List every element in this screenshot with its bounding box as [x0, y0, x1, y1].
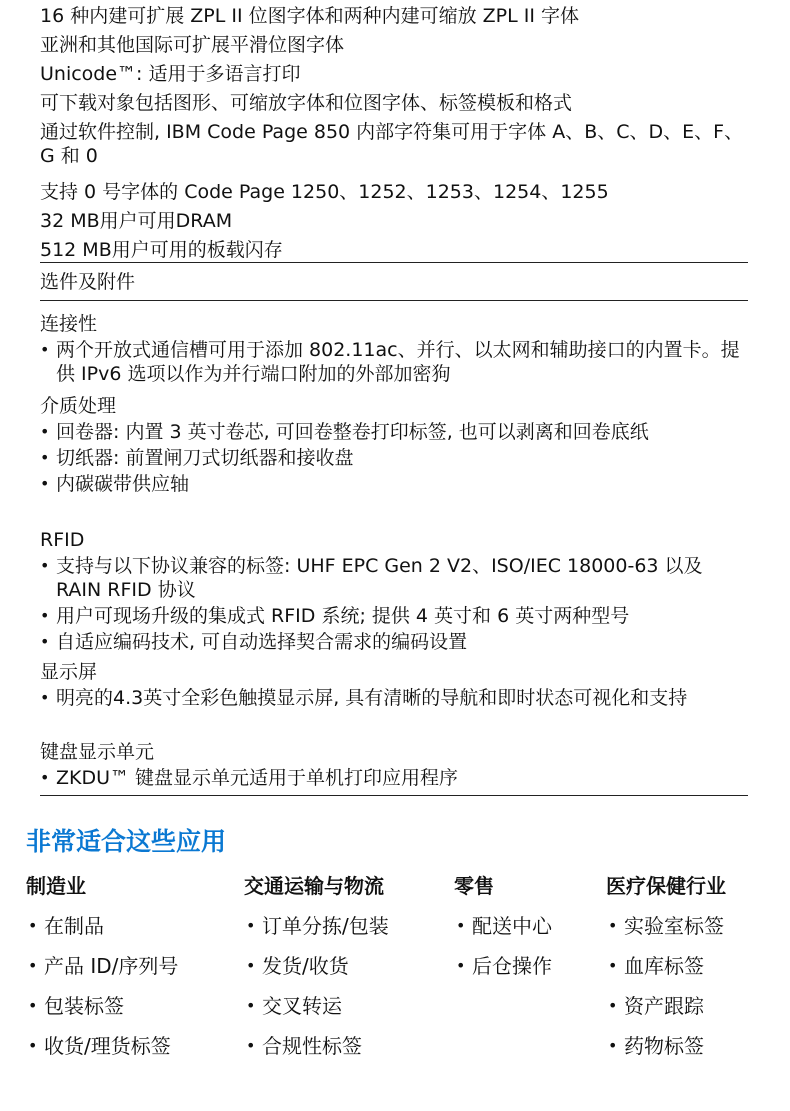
spec-line: 32 MB用户可用DRAM — [40, 210, 233, 232]
spec-line: 支持 0 号字体的 Code Page 1250、1252、1253、1254、1255 — [40, 181, 609, 203]
options-group-label: 键盘显示单元 — [40, 741, 155, 763]
applications-column-heading: 交通运输与物流 — [244, 874, 384, 898]
options-group-label: 介质处理 — [40, 395, 117, 417]
options-item: • 用户可现场升级的集成式 RFID 系统; 提供 4 英寸和 6 英寸两种型号 — [40, 604, 748, 628]
options-item: • ZKDU™ 键盘显示单元适用于单机打印应用程序 — [40, 766, 748, 790]
spec-line: 可下载对象包括图形、可缩放字体和位图字体、标签模板和格式 — [40, 92, 573, 114]
section-divider — [40, 795, 748, 796]
section-divider — [40, 300, 748, 301]
application-item: • 资产跟踪 — [606, 992, 726, 1020]
applications-column-healthcare — [606, 872, 726, 1060]
options-item: • 回卷器: 内置 3 英寸卷芯, 可回卷整卷打印标签, 也可以剥离和回卷底纸 — [40, 420, 748, 444]
options-group-label: 连接性 — [40, 313, 98, 335]
options-group-rfid — [40, 524, 748, 654]
spec-line: 16 种内建可扩展 ZPL II 位图字体和两种内建可缩放 ZPL II 字体 — [40, 5, 579, 27]
options-item: • 切纸器: 前置闸刀式切纸器和接收盘 — [40, 446, 748, 470]
options-group-keyboard-display — [40, 736, 748, 790]
applications-column-heading: 医疗保健行业 — [606, 874, 726, 898]
options-item: • 明亮的4.3英寸全彩色触摸显示屏, 具有清晰的导航和即时状态可视化和支持 — [40, 686, 748, 710]
application-item: • 包装标签 — [26, 992, 178, 1020]
options-section-title: 选件及附件 — [40, 271, 136, 293]
application-item: • 订单分拣/包装 — [244, 912, 389, 940]
application-item: • 实验室标签 — [606, 912, 726, 940]
application-item: • 收货/理货标签 — [26, 1032, 178, 1060]
application-item: • 血库标签 — [606, 952, 726, 980]
spec-line: 512 MB用户可用的板载闪存 — [40, 239, 283, 261]
options-item: • 支持与以下协议兼容的标签: UHF EPC Gen 2 V2、ISO/IEC 18000-63 以及 RAIN RFID 协议 — [40, 554, 748, 602]
applications-column-heading: 制造业 — [26, 874, 86, 898]
application-item: • 交叉转运 — [244, 992, 389, 1020]
spec-line: Unicode™: 适用于多语言打印 — [40, 63, 301, 85]
options-group-media-handling — [40, 390, 748, 496]
application-item: • 在制品 — [26, 912, 178, 940]
options-group-label: 显示屏 — [40, 661, 98, 683]
applications-column-retail — [454, 872, 552, 980]
applications-column-manufacturing — [26, 872, 178, 1060]
application-item: • 后仓操作 — [454, 952, 552, 980]
application-item: • 药物标签 — [606, 1032, 726, 1060]
options-group-label: RFID — [40, 529, 85, 551]
spec-list — [40, 0, 748, 263]
options-group-display — [40, 656, 748, 710]
options-item: • 内碳碳带供应轴 — [40, 472, 748, 496]
options-item: • 两个开放式通信槽可用于添加 802.11ac、并行、以太网和辅助接口的内置卡。提供 IPv6 选项以作为并行端口附加的外部加密狗 — [40, 338, 748, 386]
application-item: • 合规性标签 — [244, 1032, 389, 1060]
spec-line: 通过软件控制, IBM Code Page 850 内部字符集可用于字体 A、B、C、D、E、F、G 和 0 — [40, 121, 744, 167]
application-item: • 配送中心 — [454, 912, 552, 940]
spec-line: 亚洲和其他国际可扩展平滑位图字体 — [40, 34, 345, 56]
options-group-connectivity — [40, 308, 748, 386]
applications-column-heading: 零售 — [454, 874, 494, 898]
application-item: • 产品 ID/序列号 — [26, 952, 178, 980]
options-item: • 自适应编码技术, 可自动选择契合需求的编码设置 — [40, 630, 748, 654]
applications-column-transport-logistics — [244, 872, 389, 1060]
application-item: • 发货/收货 — [244, 952, 389, 980]
section-divider — [40, 262, 748, 263]
applications-title: 非常适合这些应用 — [26, 827, 227, 856]
